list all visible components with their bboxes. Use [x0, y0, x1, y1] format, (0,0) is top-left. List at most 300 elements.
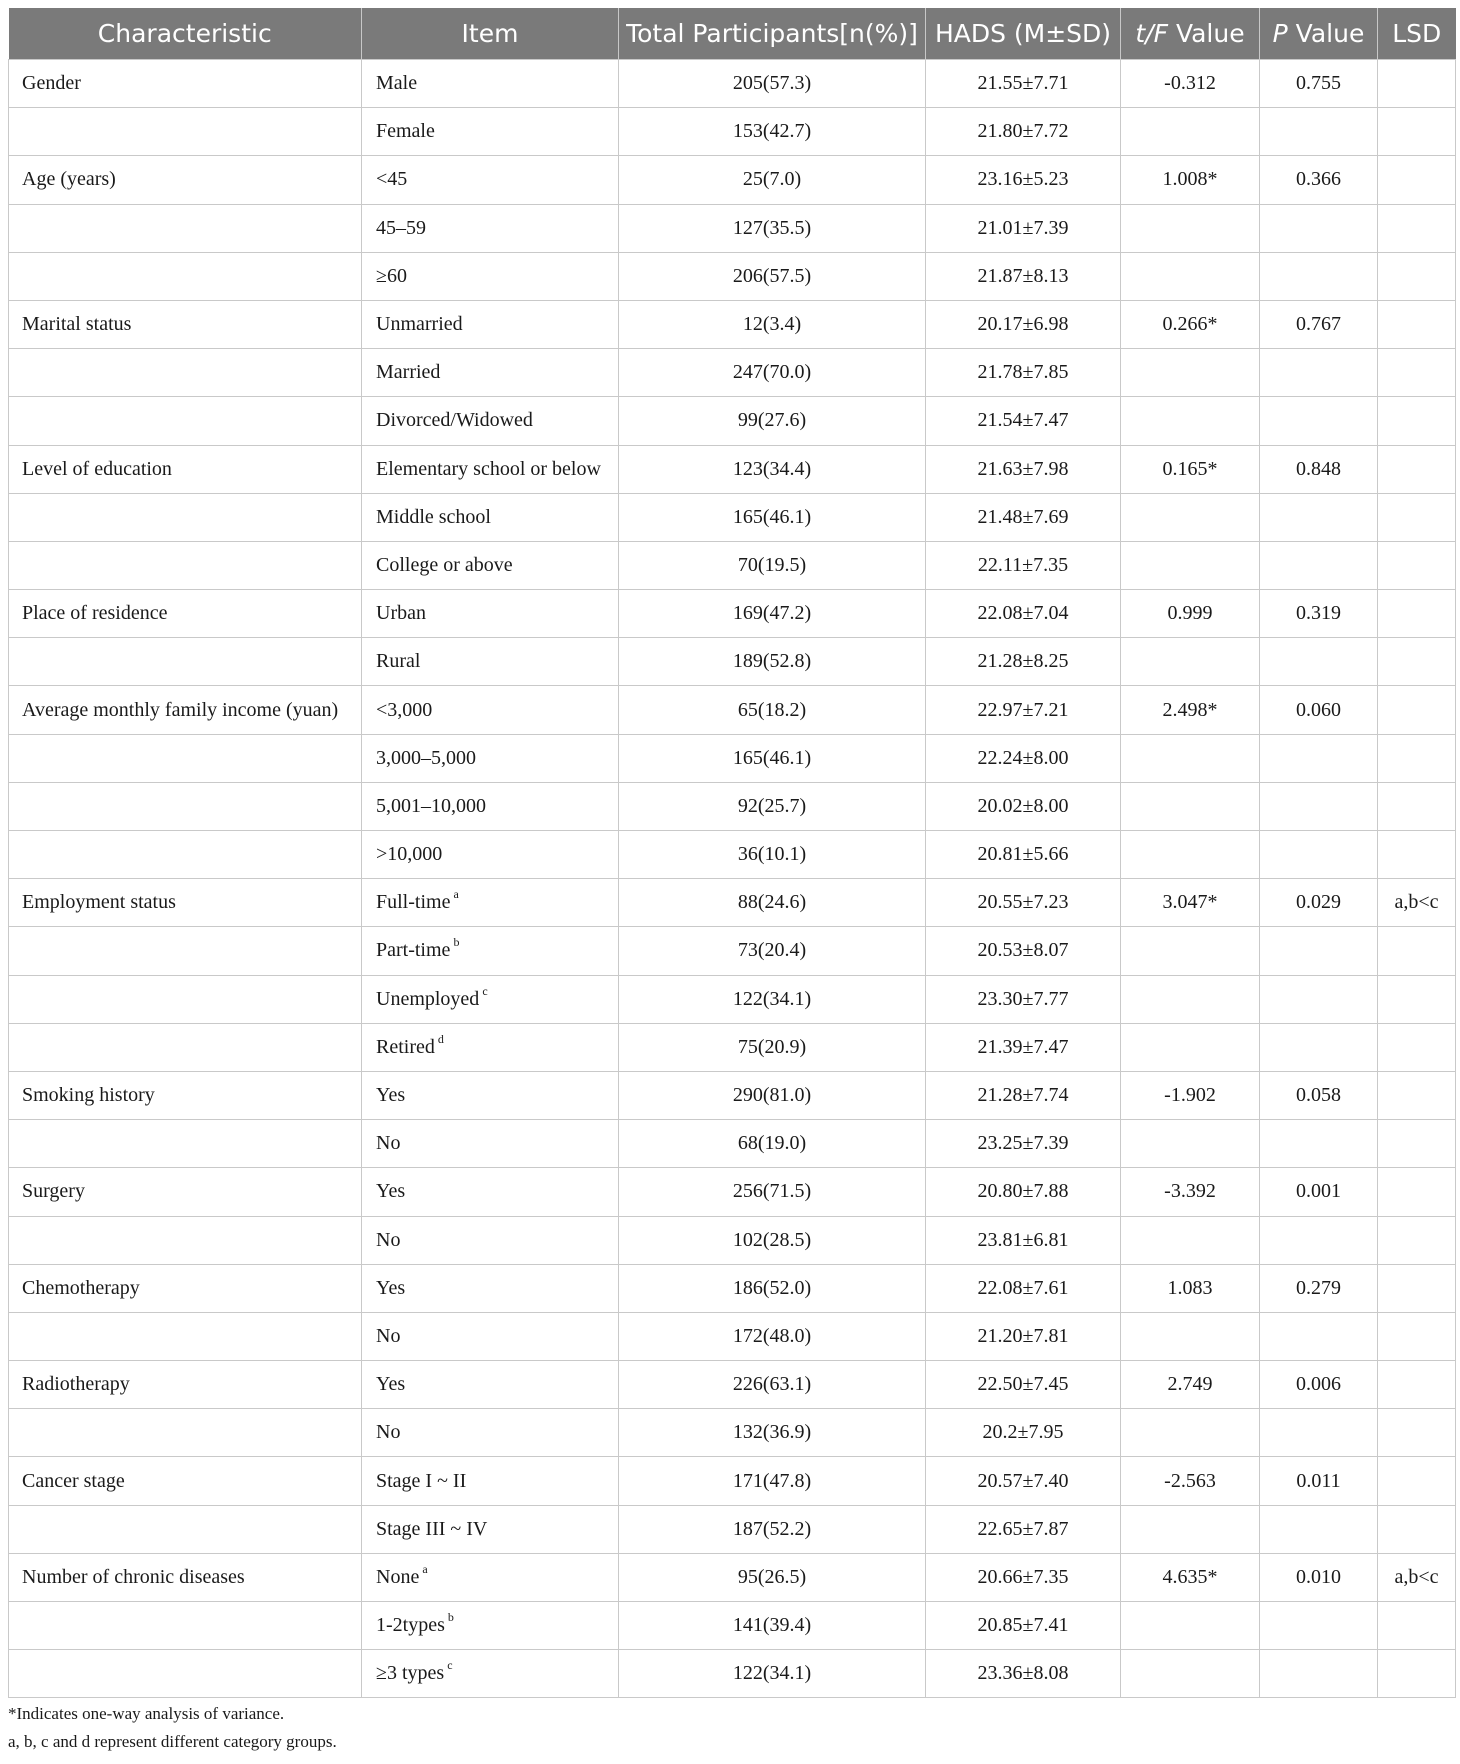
cell-total-participants-text: 206(57.5) — [732, 264, 812, 287]
cell-p-value — [1260, 1361, 1378, 1409]
cell-item — [362, 1216, 619, 1264]
cell-total-participants-text: 65(18.2) — [737, 698, 807, 721]
cell-total-participants-text: 88(24.6) — [737, 891, 807, 914]
header-total-participants: Total Participants[n(%)] — [619, 8, 926, 60]
cell-hads — [926, 252, 1121, 300]
cell-item-text: 1-2types — [376, 1614, 445, 1637]
header-p-rest: Value — [1287, 19, 1365, 48]
table-body — [9, 60, 1456, 1698]
cell-total-participants — [619, 879, 926, 927]
header-p-italic: P — [1272, 19, 1288, 48]
cell-total-participants-text: 172(48.0) — [732, 1324, 812, 1347]
cell-tf-value — [1121, 879, 1260, 927]
cell-p-value-text: 0.058 — [1296, 1084, 1341, 1107]
cell-item-text: Stage I ~ II — [376, 1469, 467, 1492]
cell-tf-value — [1121, 1071, 1260, 1119]
cell-lsd — [1378, 1216, 1456, 1264]
cell-hads — [926, 1505, 1121, 1553]
cell-p-value — [1260, 156, 1378, 204]
cell-lsd — [1378, 397, 1456, 445]
cell-hads-text: 22.24±8.00 — [977, 746, 1069, 769]
cell-characteristic — [9, 1120, 362, 1168]
cell-tf-value — [1121, 1120, 1260, 1168]
cell-p-value-text: 0.366 — [1296, 168, 1341, 191]
cell-item — [362, 1409, 619, 1457]
cell-p-value-text: 0.006 — [1296, 1373, 1341, 1396]
cell-tf-value-text: -1.902 — [1164, 1084, 1216, 1107]
cell-characteristic — [9, 204, 362, 252]
cell-tf-value — [1121, 252, 1260, 300]
group-superscript: b — [453, 935, 460, 950]
cell-p-value — [1260, 204, 1378, 252]
cell-hads — [926, 831, 1121, 879]
table-row — [9, 1602, 1456, 1650]
cell-p-value-text: 0.279 — [1296, 1276, 1341, 1299]
cell-characteristic — [9, 590, 362, 638]
cell-tf-value — [1121, 1650, 1260, 1698]
cell-hads — [926, 1071, 1121, 1119]
table-row — [9, 927, 1456, 975]
cell-item-text: <3,000 — [376, 698, 433, 721]
cell-hads-text: 23.36±8.08 — [977, 1662, 1069, 1685]
cell-lsd — [1378, 1023, 1456, 1071]
header-characteristic: Characteristic — [9, 8, 362, 60]
cell-total-participants-text: 127(35.5) — [732, 216, 812, 239]
cell-total-participants — [619, 1553, 926, 1601]
cell-lsd — [1378, 927, 1456, 975]
table-row — [9, 252, 1456, 300]
table-row — [9, 590, 1456, 638]
cell-item — [362, 1071, 619, 1119]
cell-tf-value-text: -2.563 — [1164, 1469, 1216, 1492]
cell-hads — [926, 638, 1121, 686]
cell-hads — [926, 927, 1121, 975]
cell-hads — [926, 1409, 1121, 1457]
cell-lsd — [1378, 782, 1456, 830]
cell-tf-value — [1121, 1457, 1260, 1505]
cell-total-participants-text: 153(42.7) — [732, 120, 812, 143]
cell-item-text: Urban — [376, 602, 426, 625]
cell-total-participants-text: 70(19.5) — [737, 553, 807, 576]
cell-lsd-text: a,b<c — [1394, 891, 1439, 914]
cell-item — [362, 1553, 619, 1601]
cell-total-participants — [619, 1071, 926, 1119]
cell-lsd — [1378, 831, 1456, 879]
cell-tf-value — [1121, 927, 1260, 975]
cell-characteristic — [9, 349, 362, 397]
cell-hads-text: 20.80±7.88 — [977, 1180, 1069, 1203]
group-superscript: a — [422, 1561, 428, 1576]
cell-tf-value — [1121, 1409, 1260, 1457]
cell-hads-text: 20.02±8.00 — [977, 794, 1069, 817]
cell-p-value — [1260, 1409, 1378, 1457]
cell-hads — [926, 1361, 1121, 1409]
cell-lsd-text: a,b<c — [1394, 1565, 1439, 1588]
cell-characteristic — [9, 1602, 362, 1650]
table-row — [9, 1361, 1456, 1409]
cell-characteristic — [9, 927, 362, 975]
cell-item-text: ≥3 types — [376, 1662, 445, 1685]
cell-hads-text: 23.16±5.23 — [977, 168, 1069, 191]
cell-item-text: 5,001–10,000 — [376, 794, 486, 817]
header-tf-rest: Value — [1168, 19, 1245, 48]
cell-hads-text: 21.63±7.98 — [977, 457, 1069, 480]
cell-characteristic — [9, 1168, 362, 1216]
cell-total-participants — [619, 1505, 926, 1553]
cell-tf-value — [1121, 734, 1260, 782]
cell-total-participants-text: 247(70.0) — [732, 361, 812, 384]
cell-lsd — [1378, 975, 1456, 1023]
cell-total-participants-text: 165(46.1) — [732, 505, 812, 528]
cell-characteristic — [9, 1505, 362, 1553]
cell-item — [362, 686, 619, 734]
cell-item-text: Yes — [376, 1084, 406, 1107]
cell-total-participants — [619, 590, 926, 638]
cell-item-text: Male — [376, 72, 418, 95]
cell-p-value — [1260, 493, 1378, 541]
cell-lsd — [1378, 1505, 1456, 1553]
note-groups: a, b, c and d represent different category groups. — [8, 1732, 337, 1751]
cell-tf-value — [1121, 300, 1260, 348]
cell-hads-text: 20.2±7.95 — [982, 1421, 1064, 1444]
cell-hads — [926, 734, 1121, 782]
header-hads: HADS (M±SD) — [926, 8, 1121, 60]
table-row — [9, 1216, 1456, 1264]
group-superscript: d — [437, 1031, 444, 1046]
cell-item — [362, 782, 619, 830]
cell-characteristic — [9, 493, 362, 541]
cell-total-participants-text: 122(34.1) — [732, 987, 812, 1010]
cell-p-value-text: 0.755 — [1296, 72, 1341, 95]
cell-total-participants-text: 75(20.9) — [737, 1035, 807, 1058]
cell-hads-text: 22.65±7.87 — [977, 1517, 1069, 1540]
cell-total-participants-text: 99(27.6) — [737, 409, 807, 432]
cell-item — [362, 1650, 619, 1698]
cell-item — [362, 156, 619, 204]
cell-characteristic — [9, 541, 362, 589]
cell-total-participants — [619, 686, 926, 734]
cell-tf-value — [1121, 1602, 1260, 1650]
table-row — [9, 300, 1456, 348]
cell-lsd — [1378, 590, 1456, 638]
cell-tf-value — [1121, 1168, 1260, 1216]
cell-item — [362, 590, 619, 638]
table-row — [9, 975, 1456, 1023]
cell-characteristic — [9, 60, 362, 108]
cell-item-text: Yes — [376, 1373, 406, 1396]
cell-characteristic-text: Smoking history — [22, 1084, 155, 1107]
cell-p-value — [1260, 734, 1378, 782]
cell-lsd — [1378, 156, 1456, 204]
cell-tf-value — [1121, 638, 1260, 686]
table-row — [9, 831, 1456, 879]
cell-characteristic — [9, 734, 362, 782]
cell-lsd — [1378, 108, 1456, 156]
cell-item — [362, 541, 619, 589]
cell-tf-value — [1121, 831, 1260, 879]
table-row — [9, 1168, 1456, 1216]
cell-total-participants — [619, 734, 926, 782]
cell-lsd — [1378, 879, 1456, 927]
cell-item-text: Unemployed — [376, 987, 480, 1010]
cell-lsd — [1378, 1312, 1456, 1360]
header-p-value — [1260, 8, 1378, 60]
cell-item-text: >10,000 — [376, 843, 443, 866]
cell-characteristic — [9, 1650, 362, 1698]
cell-tf-value — [1121, 1264, 1260, 1312]
cell-item — [362, 1168, 619, 1216]
cell-characteristic-text: Gender — [22, 72, 81, 95]
cell-item — [362, 975, 619, 1023]
cell-p-value — [1260, 397, 1378, 445]
cell-tf-value-text: 0.999 — [1167, 602, 1213, 625]
cell-item — [362, 1505, 619, 1553]
header-item: Item — [362, 8, 619, 60]
cell-hads — [926, 590, 1121, 638]
cell-characteristic — [9, 831, 362, 879]
cell-item — [362, 1023, 619, 1071]
cell-item — [362, 927, 619, 975]
cell-p-value — [1260, 927, 1378, 975]
cell-item-text: None — [376, 1565, 420, 1588]
cell-item-text: <45 — [376, 168, 408, 191]
cell-tf-value — [1121, 975, 1260, 1023]
cell-hads-text: 20.66±7.35 — [977, 1565, 1069, 1588]
cell-hads — [926, 445, 1121, 493]
cell-total-participants-text: 122(34.1) — [732, 1662, 812, 1685]
cell-tf-value — [1121, 1312, 1260, 1360]
cell-item — [362, 445, 619, 493]
cell-total-participants — [619, 156, 926, 204]
cell-hads-text: 22.11±7.35 — [977, 553, 1069, 576]
cell-total-participants — [619, 1457, 926, 1505]
cell-hads-text: 21.01±7.39 — [977, 216, 1069, 239]
cell-tf-value — [1121, 108, 1260, 156]
cell-p-value — [1260, 686, 1378, 734]
cell-tf-value-text: -3.392 — [1164, 1180, 1216, 1203]
cell-characteristic — [9, 1409, 362, 1457]
cell-hads — [926, 108, 1121, 156]
cell-total-participants — [619, 108, 926, 156]
cell-total-participants — [619, 831, 926, 879]
cell-p-value-text: 0.848 — [1296, 457, 1341, 480]
group-superscript: b — [447, 1610, 454, 1625]
cell-lsd — [1378, 1168, 1456, 1216]
cell-item-text: Middle school — [376, 505, 491, 528]
cell-item-text: Stage III ~ IV — [376, 1517, 488, 1540]
cell-hads-text: 22.08±7.04 — [977, 602, 1069, 625]
table-row — [9, 1071, 1456, 1119]
cell-characteristic-text: Place of residence — [22, 602, 168, 625]
cell-characteristic — [9, 638, 362, 686]
cell-characteristic — [9, 445, 362, 493]
cell-lsd — [1378, 1120, 1456, 1168]
cell-p-value — [1260, 1602, 1378, 1650]
cell-lsd — [1378, 493, 1456, 541]
note-anova: *Indicates one-way analysis of variance. — [8, 1704, 285, 1723]
table-row — [9, 541, 1456, 589]
header-row — [9, 8, 1456, 60]
cell-total-participants-text: 36(10.1) — [737, 843, 807, 866]
cell-total-participants-text: 256(71.5) — [732, 1180, 812, 1203]
cell-total-participants-text: 68(19.0) — [737, 1132, 807, 1155]
cell-total-participants — [619, 397, 926, 445]
cell-p-value — [1260, 1216, 1378, 1264]
cell-hads-text: 21.20±7.81 — [977, 1324, 1069, 1347]
cell-tf-value — [1121, 204, 1260, 252]
cell-p-value — [1260, 831, 1378, 879]
cell-characteristic — [9, 1361, 362, 1409]
cell-total-participants — [619, 1168, 926, 1216]
cell-p-value-text: 0.001 — [1296, 1180, 1341, 1203]
cell-total-participants-text: 123(34.4) — [732, 457, 812, 480]
cell-item — [362, 1264, 619, 1312]
cell-item — [362, 300, 619, 348]
cell-hads — [926, 541, 1121, 589]
cell-item — [362, 1457, 619, 1505]
cell-hads — [926, 1120, 1121, 1168]
table-row — [9, 1650, 1456, 1698]
cell-tf-value — [1121, 156, 1260, 204]
cell-item-text: Retired — [376, 1035, 435, 1058]
table-row — [9, 734, 1456, 782]
cell-total-participants-text: 186(52.0) — [732, 1276, 812, 1299]
cell-lsd — [1378, 1602, 1456, 1650]
cell-characteristic — [9, 397, 362, 445]
cell-lsd — [1378, 349, 1456, 397]
cell-item-text: Female — [376, 120, 435, 143]
cell-total-participants — [619, 975, 926, 1023]
cell-total-participants — [619, 204, 926, 252]
cell-p-value — [1260, 108, 1378, 156]
cell-tf-value — [1121, 1216, 1260, 1264]
cell-hads — [926, 1168, 1121, 1216]
cell-hads — [926, 879, 1121, 927]
cell-item — [362, 638, 619, 686]
cell-hads — [926, 493, 1121, 541]
table-row — [9, 1120, 1456, 1168]
cell-tf-value-text: 3.047* — [1162, 891, 1218, 914]
cell-characteristic-text: Chemotherapy — [22, 1276, 140, 1299]
cell-p-value — [1260, 541, 1378, 589]
cell-total-participants-text: 25(7.0) — [742, 168, 802, 191]
cell-tf-value — [1121, 541, 1260, 589]
cell-hads-text: 22.50±7.45 — [977, 1373, 1069, 1396]
cell-hads-text: 21.80±7.72 — [977, 120, 1069, 143]
cell-tf-value — [1121, 782, 1260, 830]
cell-hads-text: 21.87±8.13 — [977, 264, 1069, 287]
header-lsd: LSD — [1378, 8, 1456, 60]
cell-total-participants-text: 171(47.8) — [732, 1469, 812, 1492]
cell-characteristic — [9, 975, 362, 1023]
cell-lsd — [1378, 686, 1456, 734]
cell-item-text: Yes — [376, 1276, 406, 1299]
cell-item — [362, 60, 619, 108]
cell-characteristic-text: Marital status — [22, 313, 132, 336]
cell-total-participants — [619, 1602, 926, 1650]
cell-p-value — [1260, 638, 1378, 686]
cell-characteristic — [9, 300, 362, 348]
table-row — [9, 638, 1456, 686]
cell-tf-value — [1121, 1361, 1260, 1409]
cell-p-value — [1260, 1023, 1378, 1071]
cell-lsd — [1378, 445, 1456, 493]
cell-p-value — [1260, 60, 1378, 108]
cell-lsd — [1378, 1553, 1456, 1601]
table-row — [9, 493, 1456, 541]
cell-item — [362, 397, 619, 445]
cell-hads — [926, 397, 1121, 445]
cell-hads — [926, 60, 1121, 108]
group-superscript: a — [453, 887, 459, 902]
cell-hads-text: 21.28±7.74 — [977, 1084, 1069, 1107]
cell-hads-text: 23.81±6.81 — [977, 1228, 1069, 1251]
cell-total-participants-text: 189(52.8) — [732, 650, 812, 673]
cell-hads — [926, 1216, 1121, 1264]
cell-tf-value-text: 0.165* — [1162, 457, 1218, 480]
cell-p-value-text: 0.010 — [1296, 1565, 1341, 1588]
cell-p-value — [1260, 1505, 1378, 1553]
cell-lsd — [1378, 60, 1456, 108]
cell-lsd — [1378, 1409, 1456, 1457]
cell-total-participants — [619, 493, 926, 541]
cell-total-participants-text: 12(3.4) — [742, 313, 802, 336]
table-row — [9, 1409, 1456, 1457]
cell-total-participants — [619, 1650, 926, 1698]
cell-hads-text: 20.17±6.98 — [977, 313, 1069, 336]
cell-p-value-text: 0.060 — [1296, 698, 1341, 721]
data-table — [8, 8, 1456, 1698]
cell-item — [362, 1361, 619, 1409]
cell-hads-text: 22.97±7.21 — [977, 698, 1069, 721]
cell-hads-text: 20.81±5.66 — [977, 843, 1069, 866]
cell-total-participants — [619, 300, 926, 348]
cell-p-value — [1260, 879, 1378, 927]
cell-p-value-text: 0.011 — [1296, 1469, 1341, 1492]
cell-item-text: Married — [376, 361, 441, 384]
cell-lsd — [1378, 204, 1456, 252]
cell-hads-text: 20.57±7.40 — [977, 1469, 1069, 1492]
cell-item-text: Divorced/Widowed — [376, 409, 533, 432]
cell-hads — [926, 1650, 1121, 1698]
cell-item — [362, 1120, 619, 1168]
cell-total-participants-text: 132(36.9) — [732, 1421, 812, 1444]
cell-p-value-text: 0.319 — [1296, 602, 1341, 625]
cell-item-text: No — [376, 1132, 401, 1155]
group-superscript: c — [447, 1658, 453, 1673]
cell-hads — [926, 204, 1121, 252]
table-row — [9, 60, 1456, 108]
cell-total-participants — [619, 1120, 926, 1168]
cell-p-value-text: 0.767 — [1296, 313, 1341, 336]
table-row — [9, 782, 1456, 830]
cell-characteristic — [9, 879, 362, 927]
cell-tf-value — [1121, 445, 1260, 493]
table-row — [9, 397, 1456, 445]
cell-p-value — [1260, 1071, 1378, 1119]
cell-item-text: Rural — [376, 650, 421, 673]
cell-p-value — [1260, 1264, 1378, 1312]
cell-p-value — [1260, 1650, 1378, 1698]
cell-p-value-text: 0.029 — [1296, 891, 1341, 914]
cell-item-text: 3,000–5,000 — [376, 746, 476, 769]
cell-hads-text: 21.54±7.47 — [977, 409, 1069, 432]
cell-total-participants-text: 141(39.4) — [732, 1614, 812, 1637]
cell-hads-text: 21.48±7.69 — [977, 505, 1069, 528]
cell-item-text: Full-time — [376, 891, 451, 914]
cell-hads — [926, 975, 1121, 1023]
cell-hads-text: 20.85±7.41 — [977, 1614, 1069, 1637]
